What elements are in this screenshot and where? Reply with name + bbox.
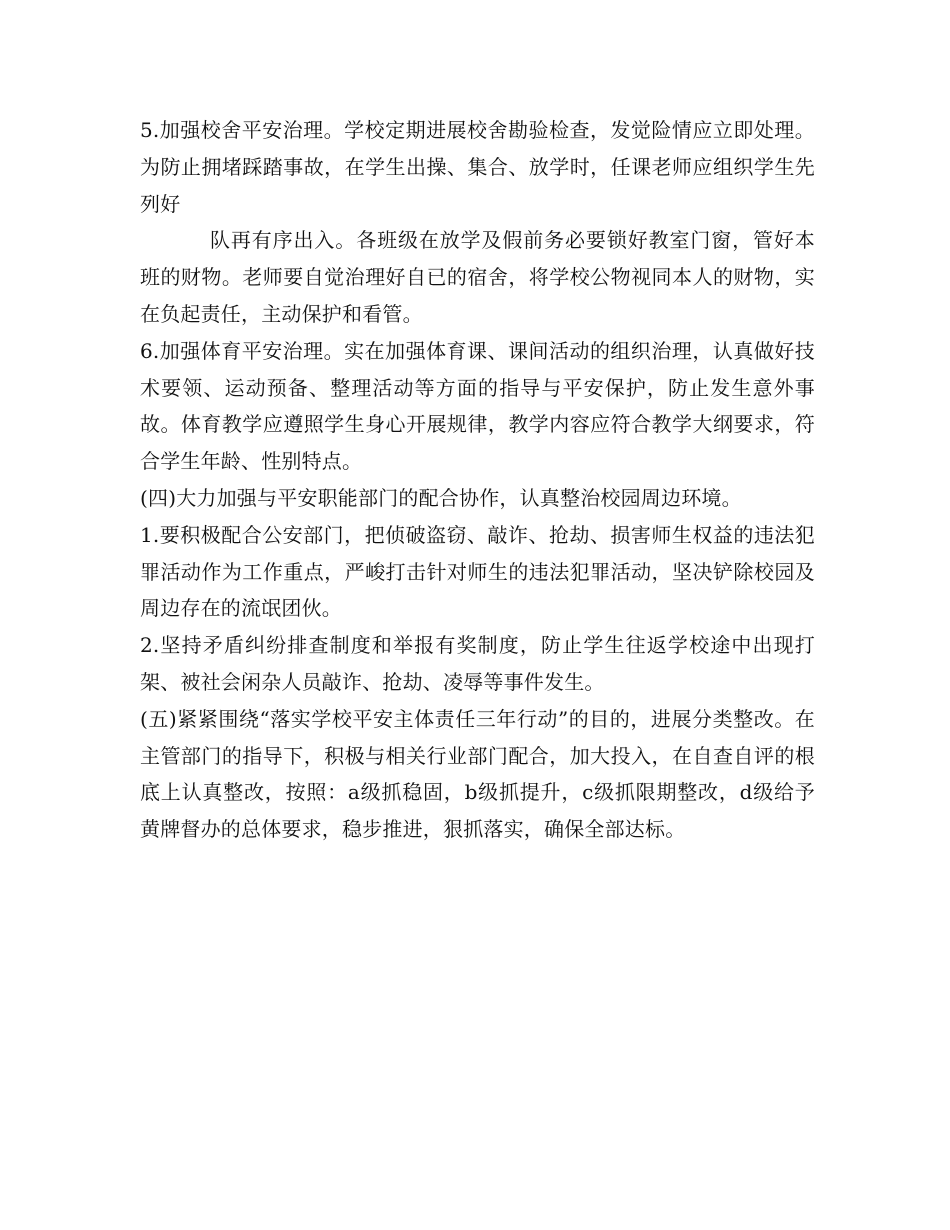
section-heading-4: (四)大力加强与平安职能部门的配合协作，认真整治校园周边环境。 <box>140 485 742 510</box>
paragraph-item-6: 6.加强体育平安治理。实在加强体育课、课间活动的组织治理，认真做好技术要领、运动预备、整理活动等方面的指导与平安保护，防止发生意外事故。体育教学应遵照学生身心开展规律，教学内容应符合教学大纲要求，符合学生年龄、性别特点。 <box>140 338 815 474</box>
paragraph-item-1: 1.要积极配合公安部门，把侦破盗窃、敲诈、抢劫、损害师生权益的违法犯罪活动作为工作重点，严峻打击针对师生的违法犯罪活动，坚决铲除校园及周边存在的流氓团伙。 <box>140 522 815 621</box>
paragraph-item-5: 5.加强校舍平安治理。学校定期进展校舍勘验检查，发觉险情应立即处理。为防止拥堵踩踏事故，在学生出操、集合、放学时，任课老师应组织学生先列好 <box>140 118 815 216</box>
paragraph-item-2: 2.坚持矛盾纠纷排查制度和举报有奖制度，防止学生往返学校途中出现打架、被社会闲杂人员敲诈、抢劫、凌辱等事件发生。 <box>140 633 815 694</box>
paragraph-continuation: 队再有序出入。各班级在放学及假前务必要锁好教室门窗，管好本班的财物。老师要自觉治理好自已的宿舍，将学校公物视同本人的财物，实在负起责任，主动保护和看管。 <box>140 228 815 326</box>
section-heading-5: (五)紧紧围绕“落实学校平安主体责任三年行动”的目的，进展分类整改。在主管部门的指导下，积极与相关行业部门配合，加大投入，在自查自评的根底上认真整改，按照：a级抓稳固，b级抓提升，c级抓限期整改，d级给予黄牌督办的总体要求，稳步推进，狠抓落实，确保全部达标。 <box>140 706 815 842</box>
document-body <box>140 112 815 848</box>
